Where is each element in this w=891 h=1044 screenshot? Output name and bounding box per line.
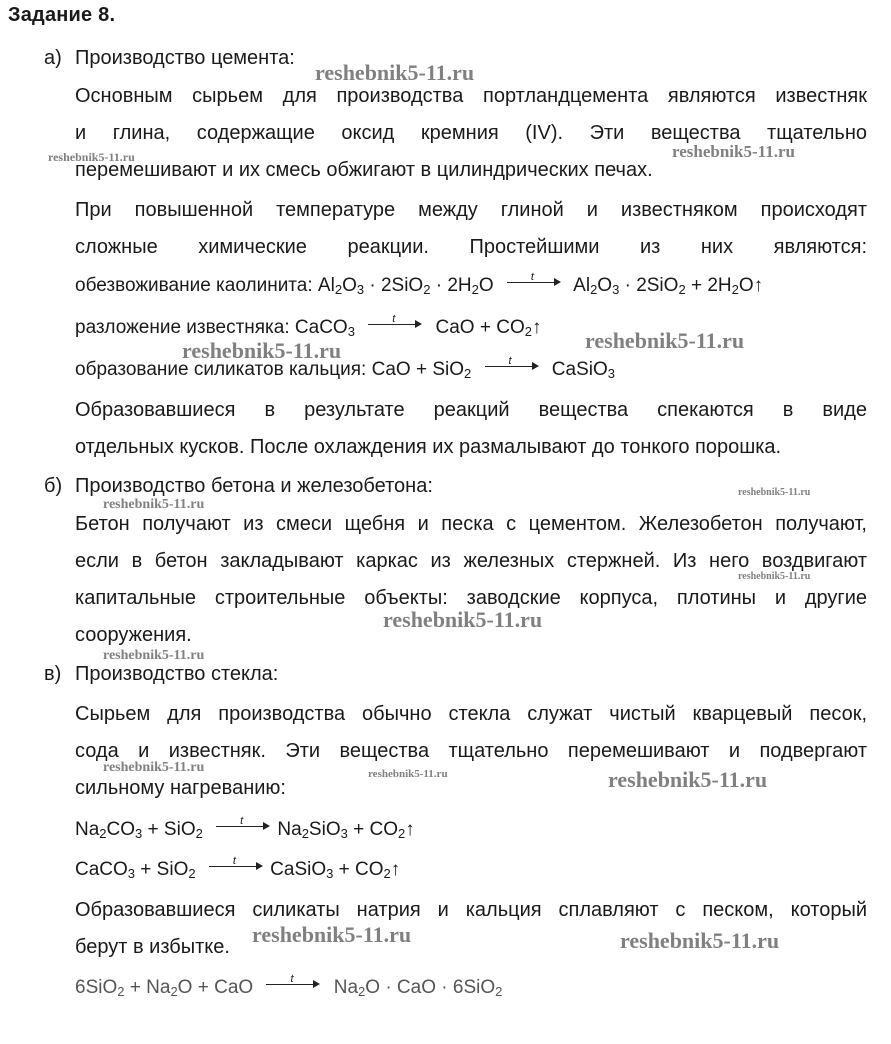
reaction-kaolinite-right: $Al_2O_3 \cdot 2SiO_2$ + $2H_2O↑$ — [573, 275, 764, 297]
watermark: reshebnik5-11.ru — [608, 767, 768, 792]
section-c-p1-line2: сода и известняк. Эти вещества тщательно перемешивают и подвергают — [75, 740, 867, 762]
reaction-limestone-left: CaCO$_3$ — [294, 317, 355, 339]
watermark: reshebnik5-11.ru — [182, 338, 342, 363]
section-a-p2-line1: При повышенной температуре между глиной и известняком происходят — [75, 199, 867, 221]
reaction-arrow-icon: t — [216, 821, 270, 831]
section-b-heading: Производство бетона и железобетона: — [75, 475, 433, 497]
section-marker-a: а) — [44, 47, 62, 69]
watermark: reshebnik5-11.ru — [620, 928, 780, 953]
equation-soda — [75, 815, 415, 842]
section-a-p1-line3: перемешивают и их смесь обжигают в цилиндрических печах. — [75, 159, 653, 181]
section-b-p1-line4: сооружения. — [75, 624, 192, 646]
watermark: reshebnik5-11.ru — [738, 487, 811, 498]
section-marker-c: в) — [44, 663, 62, 685]
section-a-p3-line1: Образовавшиеся в результате реакций вещества спекаются в виде — [75, 399, 867, 421]
section-b-p1-line3: капитальные строительные объекты: заводские корпуса, плотины и другие — [75, 587, 867, 609]
reaction-limestone — [75, 313, 542, 340]
equation-soda-right: $Na_2SiO_3$ + $CO_2↑$ — [277, 819, 415, 841]
section-marker-b: б) — [44, 475, 63, 497]
reaction-silicates-label: образование силикатов кальция: — [75, 359, 367, 380]
page-title: Задание 8. — [8, 4, 116, 26]
section-b-p1-line2: если в бетон закладывают каркас из железных стержней. Из него воздвигают — [75, 550, 867, 572]
section-c-p1-line1: Сырьем для производства обычно стекла служат чистый кварцевый песок, — [75, 703, 867, 725]
section-a-p2-line2: сложные химические реакции. Простейшими из них являются: — [75, 236, 867, 258]
reaction-kaolinite — [75, 271, 764, 298]
equation-limestone-left: CaCO$_3$ + SiO$_2$ — [75, 859, 196, 881]
section-c-heading: Производство стекла: — [75, 663, 279, 685]
reaction-limestone-right: CaO + $CO_2↑$ — [435, 317, 542, 339]
watermark: reshebnik5-11.ru — [48, 150, 135, 164]
section-b-p1-line1: Бетон получают из смеси щебня и песка с цементом. Железобетон получают, — [75, 513, 867, 535]
equation-glass-left: $6SiO_2 + Na_2O$ + CaO — [75, 977, 254, 999]
reaction-kaolinite-label: обезвоживание каолинита: — [75, 275, 313, 296]
watermark: reshebnik5-11.ru — [368, 768, 448, 780]
reaction-arrow-icon: t — [209, 861, 263, 871]
equation-glass-right: $Na_2O$ · CaO · 6SiO$_2$ — [333, 977, 503, 999]
watermark: reshebnik5-11.ru — [103, 497, 205, 512]
section-a-p1-line1: Основным сырьем для производства портландцемента являются известняк — [75, 85, 867, 107]
watermark: reshebnik5-11.ru — [672, 142, 795, 161]
reaction-arrow-icon: t — [368, 319, 422, 329]
equation-soda-left: $Na_2CO_3 + SiO_2$ — [75, 819, 203, 841]
watermark: reshebnik5-11.ru — [103, 648, 205, 663]
section-c-p2-line1: Образовавшиеся силикаты натрия и кальция сплавляют с песком, который — [75, 899, 867, 921]
equation-glass — [75, 973, 503, 1000]
reaction-arrow-icon: t — [507, 277, 561, 287]
section-a-p1-line2: и глина, содержащие оксид кремния (IV). Эти вещества тщательно — [75, 122, 867, 144]
section-c-p1-line3: сильному нагреванию: — [75, 777, 286, 799]
reaction-silicates-right: CaSiO$_3$ — [551, 359, 615, 381]
equation-limestone — [75, 855, 401, 882]
watermark: reshebnik5-11.ru — [103, 760, 205, 775]
reaction-silicates — [75, 355, 615, 382]
reaction-limestone-label: разложение известняка: — [75, 317, 290, 338]
reaction-kaolinite-left: $Al_2O_3 \cdot 2SiO_2 \cdot 2H_2O$ — [317, 275, 494, 297]
reaction-arrow-icon: t — [266, 979, 320, 989]
watermark: reshebnik5-11.ru — [252, 922, 412, 947]
watermark: reshebnik5-11.ru — [585, 328, 745, 353]
watermark: reshebnik5-11.ru — [315, 60, 475, 85]
watermark: reshebnik5-11.ru — [738, 571, 811, 582]
section-a-heading: Производство цемента: — [75, 47, 295, 69]
watermark: reshebnik5-11.ru — [383, 607, 543, 632]
reaction-arrow-icon: t — [485, 361, 539, 371]
section-c-p2-line2: берут в избытке. — [75, 936, 230, 958]
section-a-p3-line2: отдельных кусков. После охлаждения их размалывают до тонкого порошка. — [75, 436, 782, 458]
reaction-silicates-left: CaO + SiO$_2$ — [371, 359, 472, 381]
equation-limestone-right: CaSiO$_3$ + $CO_2↑$ — [270, 859, 401, 881]
